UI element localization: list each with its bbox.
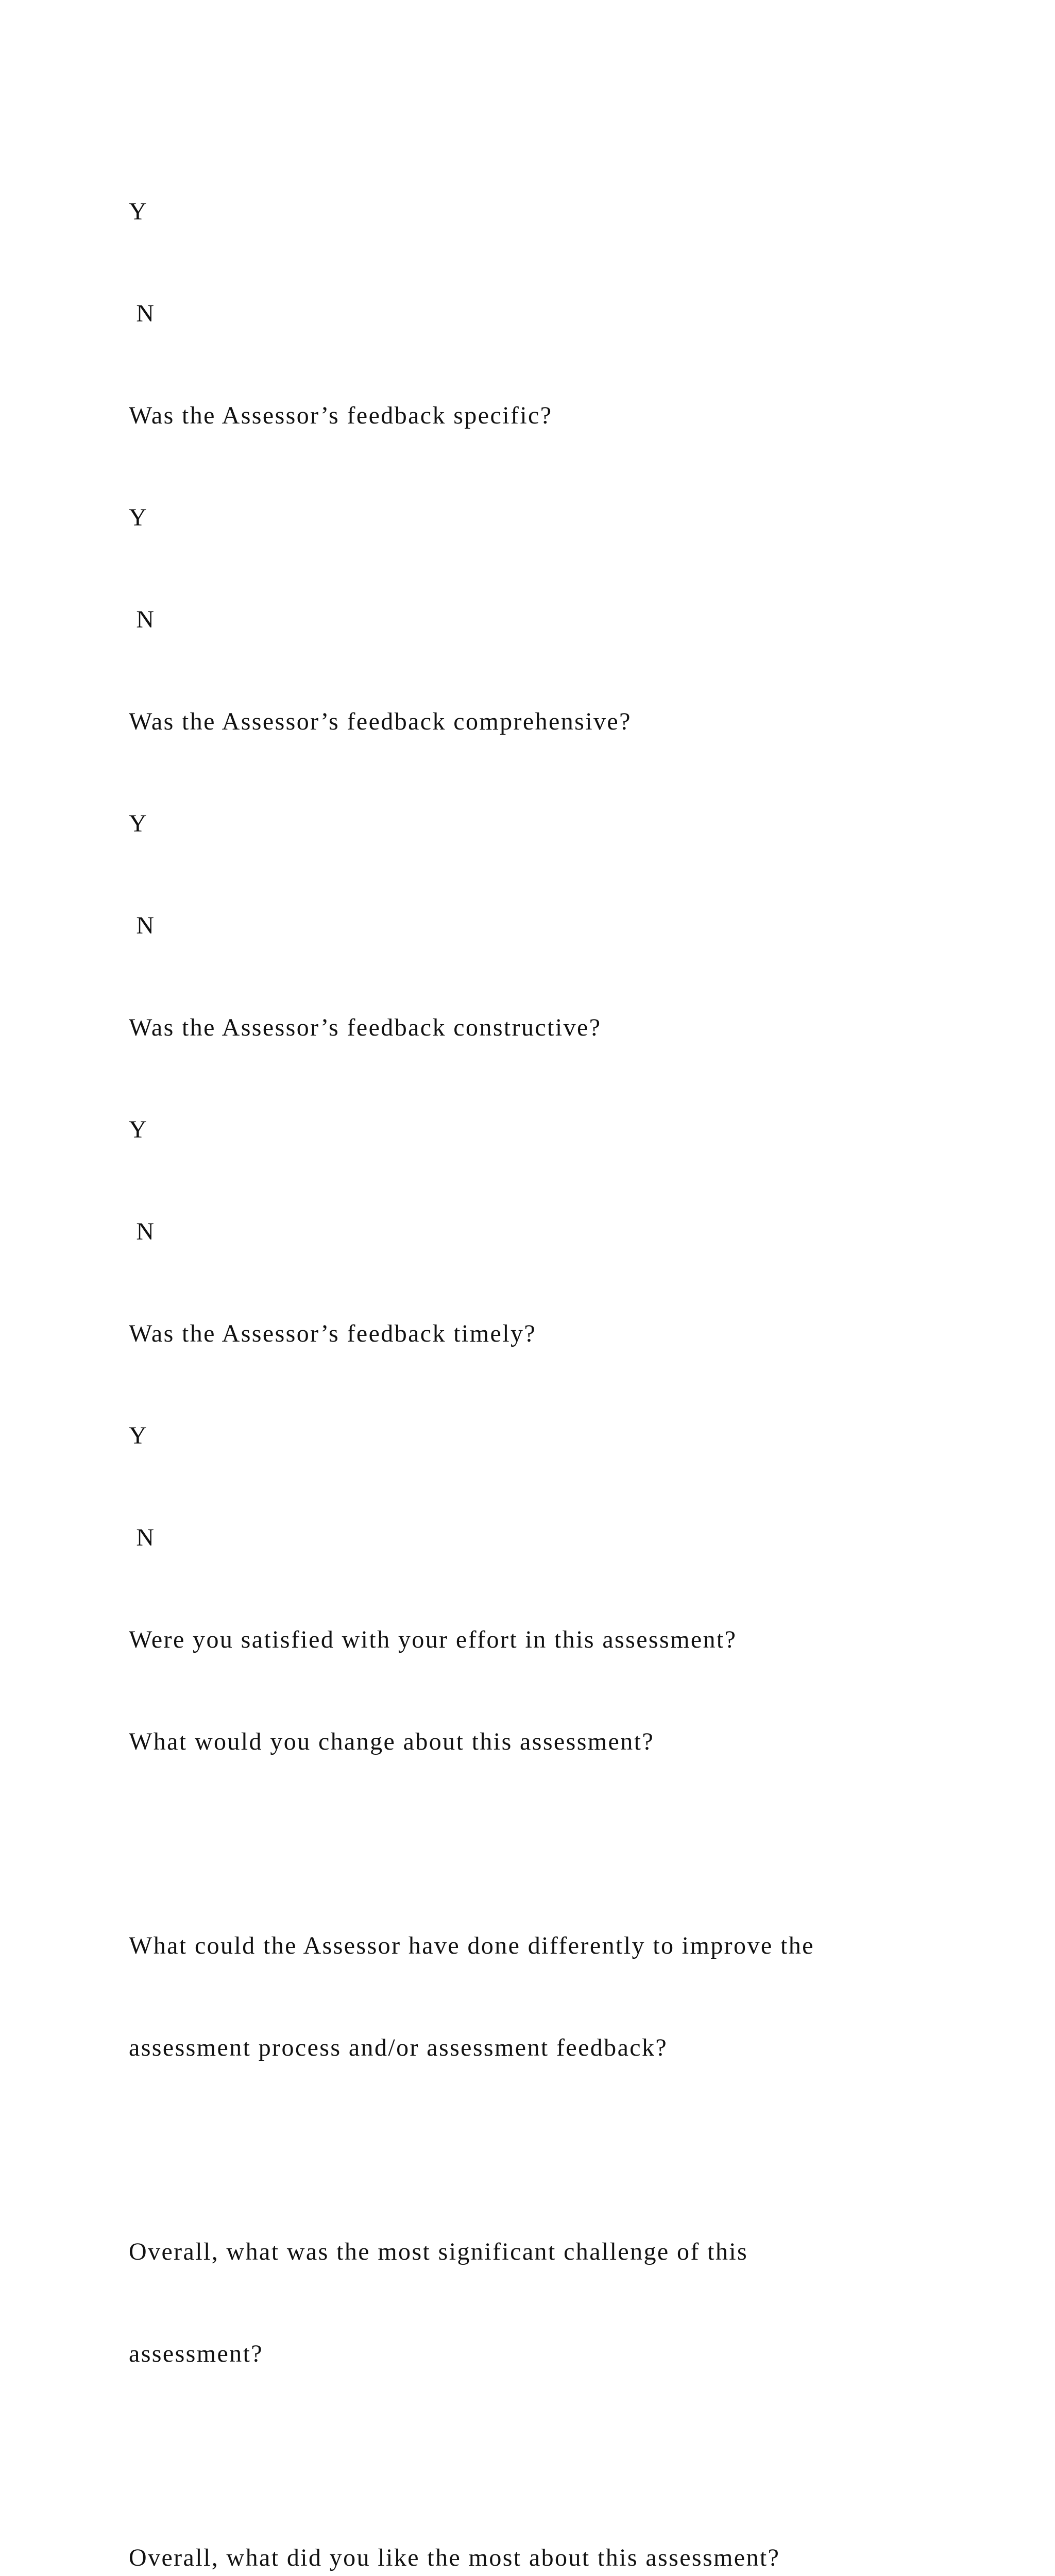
document-body — [129, 127, 1005, 2576]
question-feedback-comprehensive: Was the Assessor’s feedback comprehensive? — [129, 708, 632, 735]
answer-y: Y — [129, 1116, 148, 1143]
question-change-assessment: What would you change about this assessment? — [129, 1728, 655, 1755]
answer-y: Y — [129, 504, 148, 531]
answer-n: N — [129, 1524, 156, 1551]
question-challenge-1: Overall, what was the most significant challenge of this — [129, 2238, 748, 2265]
answer-n: N — [129, 300, 156, 327]
question-feedback-specific: Was the Assessor’s feedback specific? — [129, 402, 553, 429]
answer-n: N — [129, 606, 156, 633]
answer-n: N — [129, 912, 156, 939]
question-satisfied-effort: Were you satisfied with your effort in this assessment? — [129, 1626, 737, 1653]
question-feedback-timely: Was the Assessor’s feedback timely? — [129, 1320, 537, 1347]
question-challenge-2: assessment? — [129, 2340, 264, 2367]
question-liked-most: Overall, what did you like the most about this assessment? — [129, 2544, 780, 2571]
answer-y: Y — [129, 198, 148, 225]
spacer — [129, 2133, 1005, 2167]
answer-n: N — [129, 1218, 156, 1245]
answer-y: Y — [129, 810, 148, 837]
spacer — [129, 1827, 1005, 1861]
spacer — [129, 2439, 1005, 2473]
question-feedback-constructive: Was the Assessor’s feedback constructive? — [129, 1014, 602, 1041]
question-assessor-improve-1: What could the Assessor have done differently to improve the — [129, 1932, 814, 1959]
question-assessor-improve-2: assessment process and/or assessment feedback? — [129, 2034, 668, 2061]
answer-y: Y — [129, 1422, 148, 1449]
